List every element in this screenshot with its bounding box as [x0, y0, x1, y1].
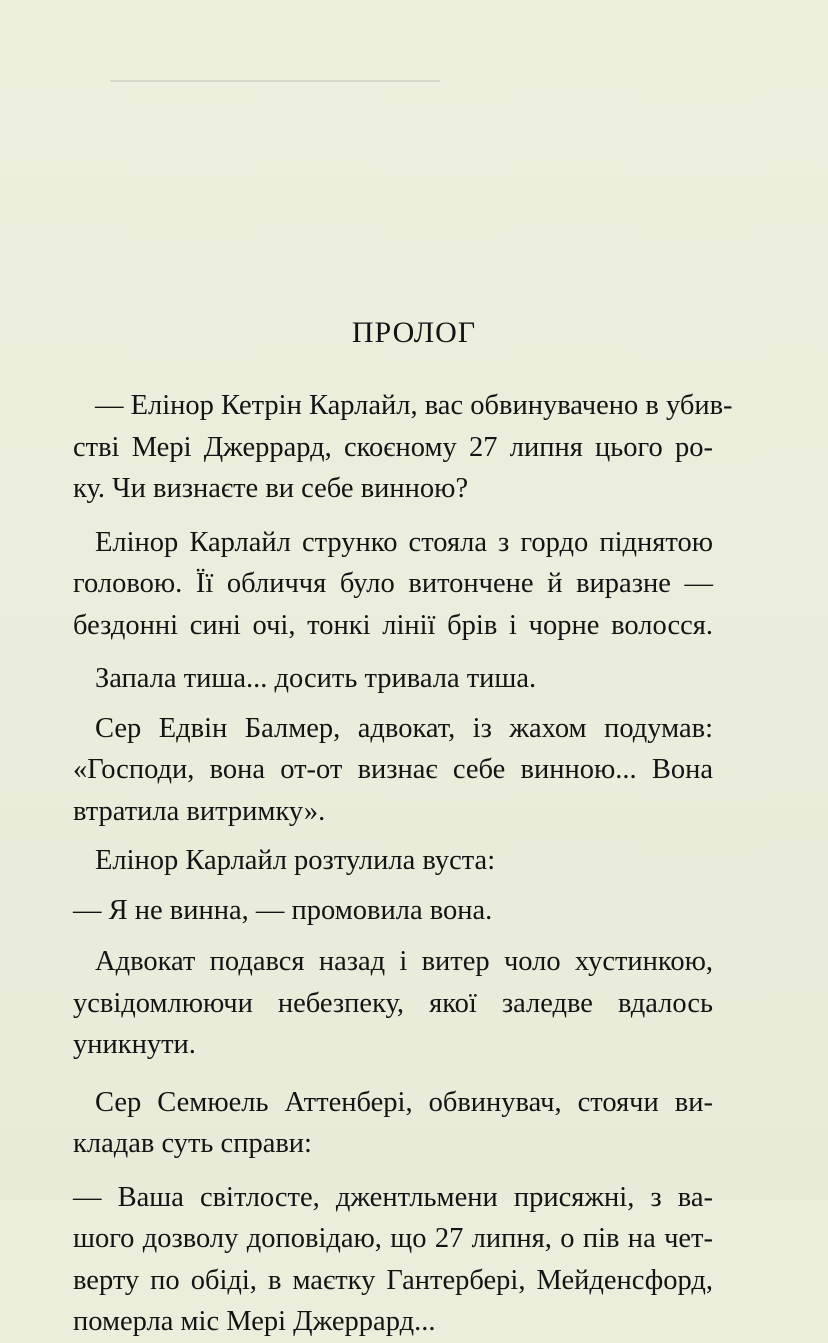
- text-line: уникнути.: [73, 1029, 196, 1060]
- text-line: усвідомлюючи небезпеку, якої заледве вдалось: [73, 987, 713, 1019]
- text-line: стві Мері Джеррард, скоєному 27 липня цього ро-: [73, 431, 713, 463]
- paragraph: [73, 522, 713, 647]
- text-line: — Ваша світлосте, джентльмени присяжні, з ва-: [73, 1181, 713, 1213]
- text-line: Елінор Карлайл розтулила вуста:: [95, 845, 496, 876]
- text-line: шого дозволу доповідаю, що 27 липня, о пів на чет-: [73, 1223, 713, 1254]
- text-line: Адвокат подався назад і витер чоло хустинкою,: [95, 946, 713, 977]
- text-line: верту по обіді, в маєтку Гантербері, Мейденсфорд,: [73, 1264, 713, 1296]
- text-line: померла міс Мері Джеррард...: [73, 1306, 436, 1337]
- text-line: бездонні сині очі, тонкі лінії брів і чорне волосся.: [73, 609, 713, 641]
- paragraph: [73, 840, 713, 882]
- paragraph: [73, 941, 713, 1066]
- paragraph: [73, 890, 713, 932]
- body-text: [73, 385, 733, 1343]
- text-line: Елінор Карлайл струнко стояла з гордо піднятою: [95, 526, 713, 558]
- text-line: «Господи, вона от-от визнає себе винною... Вона: [73, 754, 713, 785]
- text-line: Сер Едвін Балмер, адвокат, із жахом подумав:: [95, 712, 713, 744]
- bleed-through-rule: [110, 80, 440, 82]
- text-line: Запала тиша... досить тривала тиша.: [95, 663, 537, 694]
- text-line: — Я не винна, — промовила вона.: [73, 894, 493, 926]
- text-line: кладав суть справи:: [73, 1128, 312, 1159]
- text-line: ку. Чи визнаєте ви себе винною?: [73, 473, 469, 504]
- text-line: втратила витримку».: [73, 795, 326, 827]
- paragraph: [73, 708, 713, 833]
- text-line: — Елінор Кетрін Карлайл, вас обвинувачено в убив-: [95, 390, 733, 421]
- paragraph: [73, 385, 733, 510]
- paragraph: [73, 1082, 713, 1165]
- text-line: головою. Її обличчя було витончене й виразне —: [73, 568, 713, 599]
- paragraph: [73, 658, 713, 700]
- chapter-heading: ПРОЛОГ: [351, 316, 477, 349]
- paragraph: [73, 1177, 713, 1343]
- text-line: Сер Семюель Аттенбері, обвинувач, стоячи ви-: [95, 1086, 713, 1118]
